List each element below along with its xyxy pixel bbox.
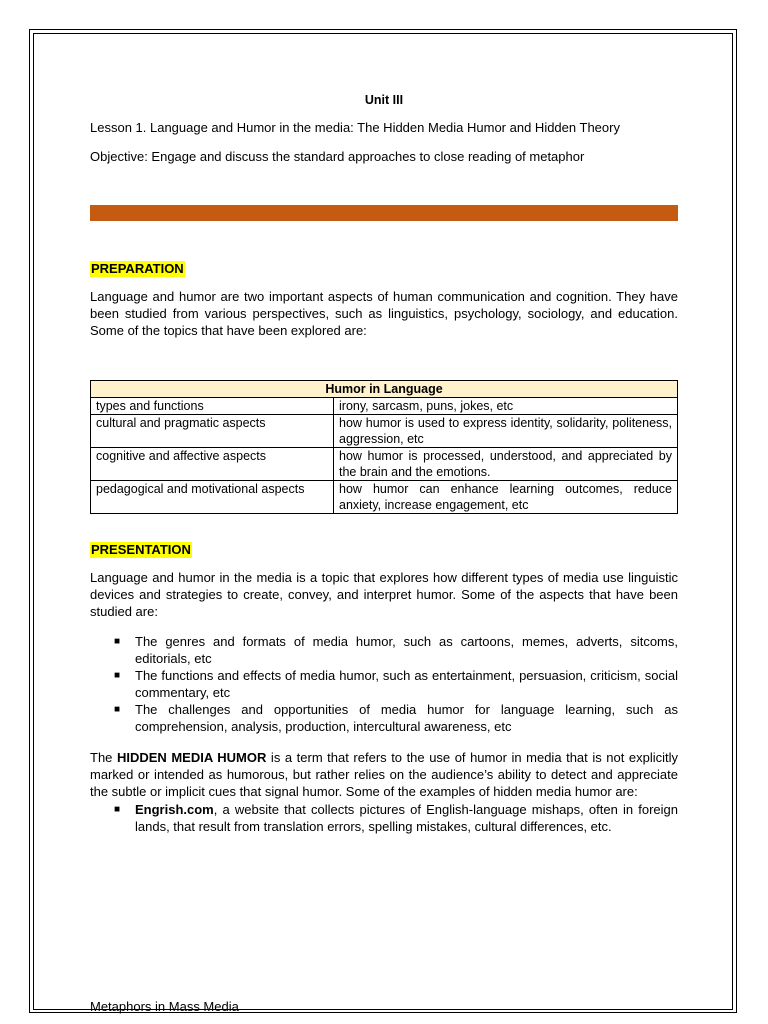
list-item: ■ The functions and effects of media humor, such as entertainment, persuasion, criticism, social commentary, etc [114, 668, 678, 700]
list-item: ■ The challenges and opportunities of media humor for language learning, such as comprehension, analysis, production, intercultural awareness, etc [114, 702, 678, 734]
page-border-inner [33, 33, 733, 1010]
table-row [91, 448, 678, 481]
objective-line: Objective: Engage and discuss the standard approaches to close reading of metaphor [90, 149, 585, 164]
lesson-title: Lesson 1. Language and Humor in the media: The Hidden Media Humor and Hidden Theory [90, 120, 620, 135]
preparation-paragraph: Language and humor are two important aspects of human communication and cognition. They have been studied from various perspectives, such as linguistics, psychology, sociology, and education. Some of the topics that have been explored are: [90, 289, 678, 338]
section-divider-bar [90, 205, 678, 221]
hidden-humor-examples-list [90, 801, 678, 835]
bullet-square-icon: ■ [114, 636, 121, 647]
presentation-heading: PRESENTATION [91, 542, 191, 557]
hidden-media-humor-term: HIDDEN MEDIA HUMOR [116, 750, 267, 765]
table-cell-detail: how humor can enhance learning outcomes, reduce anxiety, increase engagement, etc [334, 481, 678, 514]
hidden-media-humor-paragraph: The HIDDEN MEDIA HUMOR is a term that refers to the use of humor in media that is not explicitly marked or intended as humorous, but rather relies on the audience’s ability to detect and appreciate the subtle or implicit cues that signal humor. Some of the examples of hidden media humor are: [90, 750, 678, 799]
bullet-square-icon: ■ [114, 704, 121, 715]
bullet-square-icon: ■ [114, 804, 121, 815]
table-header-row [91, 381, 678, 398]
table-row [91, 481, 678, 514]
table-title: Humor in Language [91, 381, 678, 398]
table-cell-detail: how humor is processed, understood, and appreciated by the brain and the emotions. [334, 448, 678, 481]
list-item: ■ The genres and formats of media humor, such as cartoons, memes, adverts, sitcoms, editorials, etc [114, 634, 678, 666]
table-cell-topic: cultural and pragmatic aspects [91, 415, 334, 448]
media-humor-aspects-list [90, 633, 678, 735]
bullet-square-icon: ■ [114, 670, 121, 681]
page-footer: Metaphors in Mass Media [90, 999, 239, 1014]
table-row [91, 398, 678, 415]
presentation-paragraph: Language and humor in the media is a topic that explores how different types of media use linguistic devices and strategies to create, convey, and interpret humor. Some of the aspects that have been studied are: [90, 570, 678, 619]
table-cell-topic: types and functions [91, 398, 334, 415]
unit-title: Unit III [364, 93, 404, 107]
preparation-heading: PREPARATION [91, 261, 184, 276]
example-name: Engrish.com [135, 802, 214, 817]
table-cell-detail: how humor is used to express identity, solidarity, politeness, aggression, etc [334, 415, 678, 448]
table-cell-topic: pedagogical and motivational aspects [91, 481, 334, 514]
table-cell-detail: irony, sarcasm, puns, jokes, etc [334, 398, 678, 415]
humor-in-language-table [90, 380, 678, 514]
list-item: ■ Engrish.com, a website that collects pictures of English-language mishaps, often in foreign lands, that result from translation errors, spelling mistakes, cultural differences, etc. [114, 802, 678, 834]
table-row [91, 415, 678, 448]
table-cell-topic: cognitive and affective aspects [91, 448, 334, 481]
